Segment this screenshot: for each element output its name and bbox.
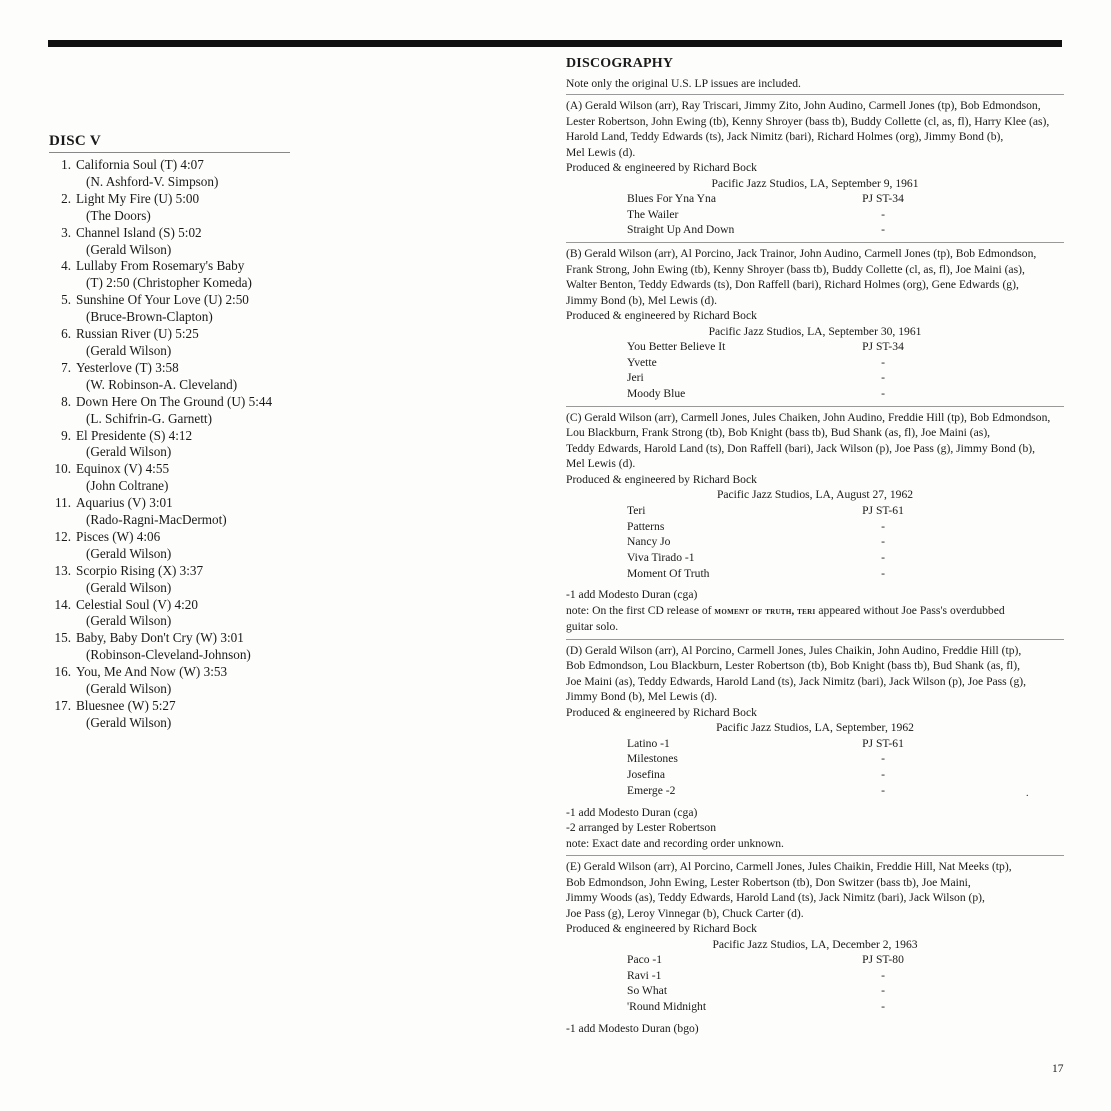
track-title: Bluesnee (W) 5:27 — [76, 698, 176, 713]
track-title: Lullaby From Rosemary's Baby — [76, 258, 245, 274]
track-composer: (Gerald Wilson) — [86, 444, 172, 460]
track-item — [49, 529, 291, 563]
tune-row — [566, 222, 1064, 238]
top-rule — [48, 40, 1062, 47]
tune-title: Straight Up And Down — [627, 223, 735, 237]
track-number: 6. — [61, 326, 71, 342]
disc-tracklist — [49, 133, 291, 732]
session-producer: Produced & engineered by Richard Bock — [566, 309, 757, 323]
tune-catalog: - — [881, 207, 885, 221]
tune-catalog: - — [881, 968, 885, 982]
track-composer: (T) 2:50 (Christopher Komeda) — [86, 275, 252, 291]
tune-title: Moment Of Truth — [627, 566, 710, 580]
tune-row — [566, 736, 1064, 752]
session-list — [566, 94, 1064, 1036]
session-block — [566, 639, 1064, 851]
tune-row — [566, 968, 1064, 984]
discography-section — [566, 56, 1064, 1040]
track-list — [49, 157, 291, 732]
tune-row — [566, 339, 1064, 355]
track-item — [49, 394, 291, 428]
track-composer: (Rado-Ragni-MacDermot) — [86, 512, 227, 528]
tune-catalog: PJ ST-61 — [862, 736, 904, 750]
tune-catalog: - — [881, 1000, 885, 1014]
session-producer: Produced & engineered by Richard Bock — [566, 705, 757, 719]
track-number: 13. — [54, 562, 71, 578]
session-block — [566, 242, 1064, 402]
track-composer: (Gerald Wilson) — [86, 681, 172, 697]
track-title: Down Here On The Ground (U) 5:44 — [76, 393, 273, 409]
track-item — [49, 258, 291, 292]
track-item — [49, 292, 291, 326]
track-item — [49, 157, 291, 191]
track-title: Light My Fire (U) 5:00 — [76, 190, 200, 206]
tune-row — [566, 519, 1064, 535]
track-item — [49, 326, 291, 360]
tune-title: So What — [627, 984, 668, 998]
tune-catalog: - — [881, 223, 885, 237]
tune-title: Patterns — [627, 519, 665, 533]
tune-title: Emerge -2 — [627, 783, 676, 797]
tune-catalog: PJ ST-80 — [862, 953, 904, 966]
tune-row — [566, 503, 1064, 519]
track-title: Celestial Soul (V) 4:20 — [76, 596, 198, 612]
track-number: 5. — [61, 292, 71, 308]
tune-title: The Wailer — [627, 207, 679, 221]
track-title: Channel Island (S) 5:02 — [76, 224, 202, 240]
track-composer: (N. Ashford-V. Simpson) — [86, 173, 219, 189]
session-notes: -1 add Modesto Duran (cga) — [566, 588, 698, 602]
track-number: 4. — [61, 258, 71, 274]
track-composer: (W. Robinson-A. Cleveland) — [86, 376, 238, 392]
track-number: 12. — [54, 528, 71, 544]
track-title: California Soul (T) 4:07 — [76, 157, 204, 172]
tune-row — [566, 355, 1064, 371]
track-item — [49, 428, 291, 462]
session-location: Pacific Jazz Studios, LA, December 2, 1963 — [712, 937, 918, 951]
tune-row — [566, 751, 1064, 767]
track-composer: (John Coltrane) — [86, 478, 169, 494]
session-producer: Produced & engineered by Richard Bock — [566, 161, 757, 174]
track-number: 11. — [55, 495, 71, 511]
track-composer: (Gerald Wilson) — [86, 545, 172, 561]
tune-title: Blues For Yna Yna — [627, 192, 716, 205]
tune-title: Moody Blue — [627, 387, 686, 401]
track-item — [49, 664, 291, 698]
session-location: Pacific Jazz Studios, LA, September 30, 1961 — [708, 324, 922, 338]
tune-row — [566, 370, 1064, 386]
track-number: 2. — [61, 190, 71, 206]
disc-title: DISC V — [49, 133, 101, 149]
session-block — [566, 855, 1064, 1036]
track-title: You, Me And Now (W) 3:53 — [76, 664, 228, 680]
session-notes: -1 add Modesto Duran (bgo) — [566, 1021, 699, 1035]
session-personnel: (C) Gerald Wilson (arr), Carmell Jones, Jules Chaiken, John Audino, Freddie Hill (tp), Bob Edmondson, Lou Blackburn, Frank Strong (tb), Bob Knight (bass tb), Bud Shank (as, fl), Joe Maini (as), Teddy Edwards, Harold Land (ts), Don Raffell (bari), Jack Wilson (p), Joe Pass (g), Jimmy Bond (b), Mel Lewis (d). — [566, 410, 1051, 471]
tune-catalog: - — [881, 519, 885, 533]
tune-row — [566, 534, 1064, 550]
track-title: Sunshine Of Your Love (U) 2:50 — [76, 292, 249, 308]
tune-row — [566, 566, 1064, 582]
session-personnel: (A) Gerald Wilson (arr), Ray Triscari, Jimmy Zito, John Audino, Carmell Jones (tp), Bob Edmondson, Lester Robertson, John Ewing (tb), Kenny Shroyer (bass tb), Buddy Collette (cl, as, fl), Harry Klee (as), Harold Land, Teddy Edwards (ts), Jack Nimitz (bari), Richard Holmes (org), Jimmy Bond (b), Mel Lewis (d). — [566, 99, 1050, 159]
session-personnel: (B) Gerald Wilson (arr), Al Porcino, Jack Trainor, John Audino, Carmell Jones (tp), Bob Edmondson, Frank Strong, John Ewing (tb), Kenny Shroyer (bass tb), Buddy Collette (cl, as, fl), Joe Maini (as), Walter Benton, Teddy Edwards (ts), Don Raffell (bari), Richard Holmes (org), Gene Edwards (g), Jimmy Bond (b), Mel Lewis (d). — [566, 247, 1037, 307]
session-notes: -1 add Modesto Duran (cga) -2 arranged by Lester Robertson note: Exact date and recording order unknown. — [566, 805, 784, 850]
session-block — [566, 94, 1064, 238]
tune-title: You Better Believe It — [627, 340, 726, 354]
track-composer: (Robinson-Cleveland-Johnson) — [86, 647, 251, 663]
tune-title: Nancy Jo — [627, 535, 671, 549]
session-producer: Produced & engineered by Richard Bock — [566, 472, 757, 486]
track-composer: (Gerald Wilson) — [86, 342, 172, 358]
tune-catalog: - — [881, 550, 885, 564]
tune-row — [566, 207, 1064, 223]
session-location: Pacific Jazz Studios, LA, September, 1962 — [716, 721, 914, 735]
track-title: Aquarius (V) 3:01 — [76, 495, 173, 511]
track-title: Russian River (U) 5:25 — [76, 326, 199, 342]
track-item — [49, 191, 291, 225]
tune-catalog: - — [881, 535, 885, 549]
tune-title: 'Round Midnight — [627, 1000, 707, 1014]
track-number: 14. — [54, 596, 71, 612]
discography-title: DISCOGRAPHY — [566, 56, 674, 71]
tune-title: Milestones — [627, 752, 678, 766]
track-title: Baby, Baby Don't Cry (W) 3:01 — [76, 630, 244, 646]
tune-title: Jeri — [627, 371, 644, 385]
tune-row — [566, 783, 1064, 799]
track-item — [49, 630, 291, 664]
tune-catalog: PJ ST-34 — [862, 340, 904, 354]
session-personnel: (D) Gerald Wilson (arr), Al Porcino, Carmell Jones, Jules Chaikin, John Audino, Freddie Hill (tp), Bob Edmondson, Lou Blackburn, Lester Robertson (tb), Bob Knight (bass tb), Bud Shank (as, fl), Joe Maini (as), Teddy Edwards, Harold Land (ts), Jack Nimitz (bari), Jack Wilson (p), Joe Pass (g), Jimmy Bond (b), Mel Lewis (d). — [566, 643, 1027, 704]
tune-row — [566, 983, 1064, 999]
disc-title-rule — [49, 152, 290, 153]
session-producer: Produced & engineered by Richard Bock — [566, 922, 757, 935]
track-number: 10. — [54, 461, 71, 477]
tune-row — [566, 191, 1064, 207]
track-title: Equinox (V) 4:55 — [76, 461, 170, 477]
page-number: 17 — [1052, 1063, 1064, 1075]
track-number: 9. — [61, 427, 71, 443]
track-number: 3. — [61, 224, 71, 240]
track-title: Pisces (W) 4:06 — [76, 528, 161, 544]
track-composer: (Gerald Wilson) — [86, 613, 172, 629]
track-item — [49, 698, 291, 732]
tune-row — [566, 952, 1064, 968]
tune-row — [566, 999, 1064, 1015]
cd-note-text-end: appeared without Joe Pass's overdubbed guitar solo. — [566, 603, 1005, 634]
track-title: El Presidente (S) 4:12 — [76, 427, 193, 443]
session-cd-note — [566, 603, 1064, 635]
session-location: Pacific Jazz Studios, LA, August 27, 1962 — [716, 488, 914, 502]
track-item — [49, 225, 291, 259]
tune-row — [566, 767, 1064, 783]
track-composer: (Bruce-Brown-Clapton) — [86, 309, 213, 325]
tune-catalog: - — [881, 752, 885, 766]
track-title: Yesterlove (T) 3:58 — [76, 359, 179, 375]
tune-title: Josefina — [627, 768, 665, 782]
track-number: 17. — [54, 698, 71, 713]
cd-note-text: note: On the first CD release of — [566, 603, 715, 617]
track-number: 15. — [54, 630, 71, 646]
track-number: 16. — [54, 664, 71, 680]
track-number: 8. — [61, 393, 71, 409]
track-item — [49, 461, 291, 495]
tune-title: Viva Tirado -1 — [627, 550, 695, 564]
tune-title: Ravi -1 — [627, 968, 662, 982]
tune-catalog: PJ ST-61 — [862, 503, 904, 517]
track-composer: (Gerald Wilson) — [86, 714, 172, 730]
track-item — [49, 360, 291, 394]
tune-catalog: PJ ST-34 — [862, 192, 904, 205]
session-personnel: (E) Gerald Wilson (arr), Al Porcino, Carmell Jones, Jules Chaikin, Freddie Hill, Nat Meeks (tp), Bob Edmondson, John Ewing, Lester Robertson (tb), Don Switzer (bass tb), Joe Maini, Jimmy Woods (as), Teddy Edwards, Harold Land (ts), Jack Nimitz (bari), Jack Wilson (p), Joe Pass (g), Leroy Vinnegar (b), Chuck Carter (d). — [566, 860, 1012, 920]
tune-catalog: - — [881, 566, 885, 580]
tune-title: Yvette — [627, 355, 657, 369]
track-number: 7. — [61, 359, 71, 375]
track-composer: (Gerald Wilson) — [86, 241, 172, 257]
track-item — [49, 563, 291, 597]
tune-catalog: - — [881, 355, 885, 369]
cd-note-titles: moment of truth, teri — [714, 605, 816, 617]
tune-title: Paco -1 — [627, 953, 663, 966]
tune-catalog: - — [881, 984, 885, 998]
tune-title: Latino -1 — [627, 736, 670, 750]
discography-note: Note only the original U.S. LP issues are included. — [566, 76, 801, 90]
track-item — [49, 597, 291, 631]
track-composer: (L. Schifrin-G. Garnett) — [86, 410, 212, 426]
track-composer: (Gerald Wilson) — [86, 579, 172, 595]
track-title: Scorpio Rising (X) 3:37 — [76, 562, 204, 578]
tune-title: Teri — [627, 503, 646, 517]
stray-mark: . — [1026, 788, 1029, 799]
track-item — [49, 495, 291, 529]
track-number: 1. — [61, 157, 71, 172]
session-location: Pacific Jazz Studios, LA, September 9, 1961 — [711, 176, 919, 190]
tune-catalog: - — [881, 783, 885, 797]
tune-row — [566, 386, 1064, 402]
tune-catalog: - — [881, 387, 885, 401]
tune-catalog: - — [881, 371, 885, 385]
track-composer: (The Doors) — [86, 207, 151, 223]
tune-row — [566, 550, 1064, 566]
session-block — [566, 406, 1064, 635]
tune-catalog: - — [881, 768, 885, 782]
